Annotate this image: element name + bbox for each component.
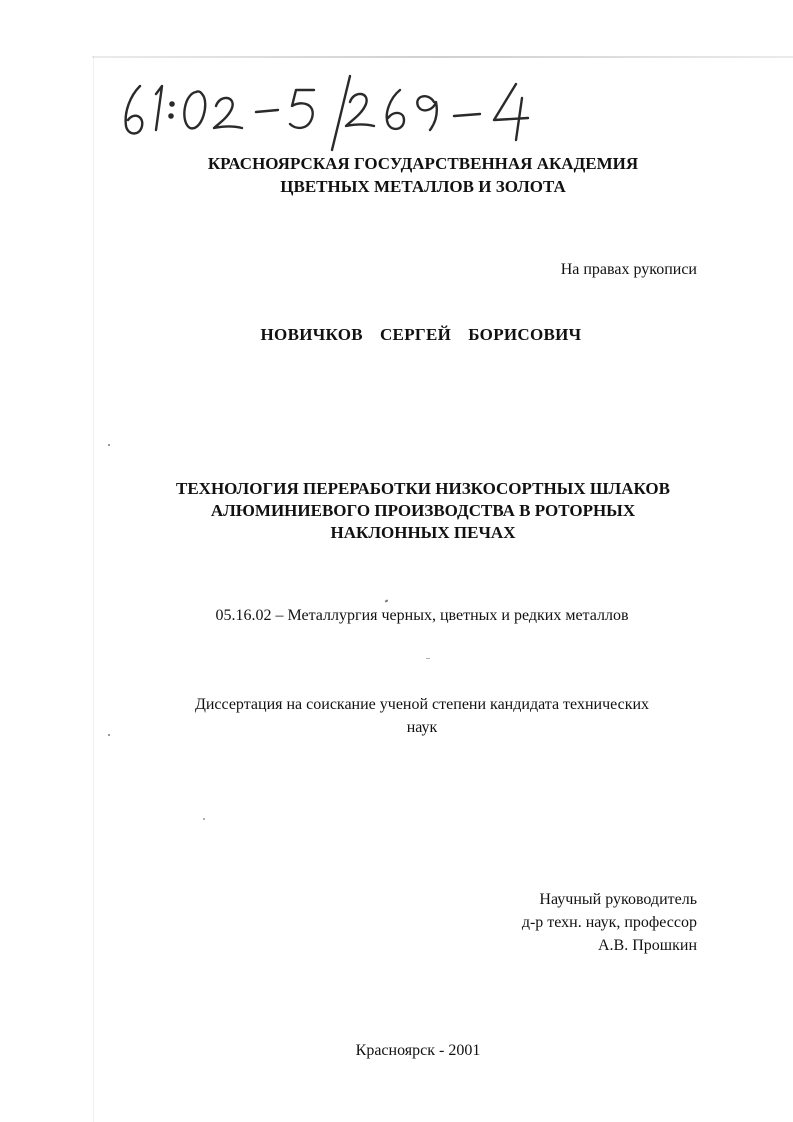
- rights-note: На правах рукописи: [560, 261, 697, 278]
- scan-speck: [385, 599, 389, 602]
- academy-name-line-2: ЦВЕТНЫХ МЕТАЛЛОВ И ЗОЛОТА: [280, 177, 566, 196]
- academy-name-line-1: КРАСНОЯРСКАЯ ГОСУДАРСТВЕННАЯ АКАДЕМИЯ: [207, 154, 639, 173]
- handwritten-archive-code: [118, 72, 598, 162]
- degree-line-1: Диссертация на соискание ученой степени кандидата технических: [194, 696, 650, 713]
- title-line-1: ТЕХНОЛОГИЯ ПЕРЕРАБОТКИ НИЗКОСОРТНЫХ ШЛАКОВ: [176, 479, 670, 498]
- title-line-3: НАКЛОННЫХ ПЕЧАХ: [330, 523, 516, 542]
- scan-edge-left: [93, 56, 94, 1122]
- supervisor-degree: д-р техн. наук, профессор: [521, 914, 697, 931]
- academy-name: [0, 152, 793, 198]
- supervisor-block: [522, 888, 697, 957]
- author-name: НОВИЧКОВ СЕРГЕЙ БОРИСОВИЧ: [260, 325, 582, 344]
- city-year: Красноярск - 2001: [355, 1042, 481, 1059]
- degree-line-2: наук: [406, 719, 438, 736]
- dissertation-title: [0, 478, 793, 544]
- scan-speck: [108, 734, 110, 736]
- specialty-code: 05.16.02 – Металлургия черных, цветных и редких металлов: [215, 607, 629, 624]
- scan-speck: [203, 818, 205, 820]
- scan-edge-top: [92, 56, 793, 58]
- degree-statement: [0, 693, 793, 739]
- title-line-2: АЛЮМИНИЕВОГО ПРОИЗВОДСТВА В РОТОРНЫХ: [210, 501, 636, 520]
- scan-speck: [108, 444, 110, 446]
- scan-speck: [426, 658, 430, 659]
- supervisor-role: Научный руководитель: [539, 891, 697, 908]
- supervisor-name: А.В. Прошкин: [598, 937, 697, 954]
